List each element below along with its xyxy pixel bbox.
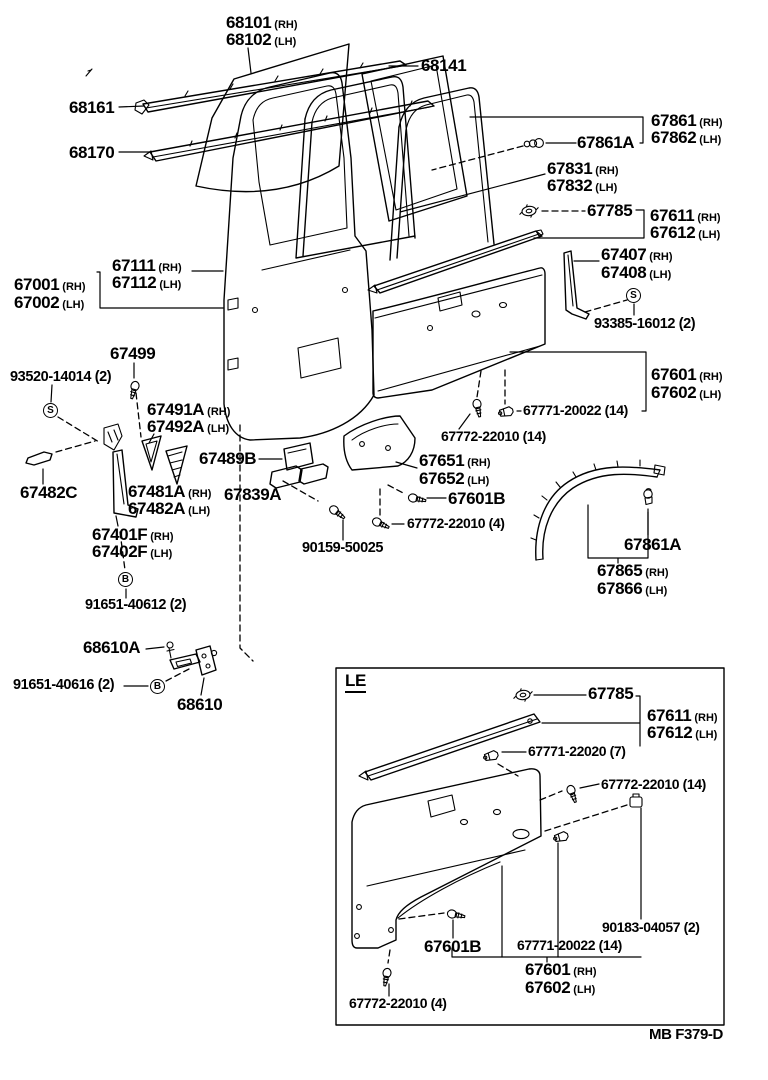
part-label-inset-le [345,672,366,693]
side-suffix: (LH) [207,423,230,435]
part-label-67862-lh [651,129,721,146]
part-label-68161 [69,99,114,116]
part-number: 67601 [525,960,571,979]
side-suffix: (LH) [699,134,722,146]
part-number: 68141 [421,56,467,75]
part-number: 67401F [92,525,148,544]
side-suffix: (LH) [274,36,297,48]
part-label-67861a-bottom [624,536,681,553]
part-number: LE [345,671,366,690]
part-number: 67771-20022 (14) [523,402,628,418]
part-number: 93385-16012 (2) [594,316,696,332]
part-number: 67772-22010 (14) [601,776,706,792]
part-number: 67611 [650,206,695,225]
part-label-67481a-rh [128,483,211,500]
part-number: 67602 [525,978,571,997]
part-label-67772-22010-4-main [407,516,505,530]
side-suffix: (RH) [150,531,174,543]
part-label-67111-rh [112,257,182,274]
part-number: 67481A [128,482,186,501]
part-label-90183-04057 [602,920,700,934]
part-number: 90183-04057 (2) [602,919,700,935]
part-label-67601-rh-main [651,366,723,383]
part-label-67001-rh [14,276,86,293]
side-suffix: (RH) [699,117,723,129]
part-label-67601-rh-inset [525,961,597,978]
part-number: 93520-14014 (2) [10,369,112,385]
part-label-67771-20022-main [523,403,628,417]
part-label-67407-rh [601,246,673,263]
part-label-67839a [224,486,281,503]
side-suffix: (RH) [62,281,86,293]
part-label-67492a-lh [147,418,229,435]
part-number: 68170 [69,143,115,162]
part-number: 67001 [14,275,60,294]
part-label-68141 [421,57,466,74]
part-label-67611-rh-inset [647,707,718,724]
part-label-67831-rh [547,160,619,177]
part-label-67612-lh-inset [647,724,717,741]
part-number: 67785 [587,201,633,220]
side-suffix: (LH) [188,505,211,517]
part-label-67785-main [587,202,632,219]
side-suffix: (RH) [188,488,212,500]
part-number: 67499 [110,344,156,363]
part-number: 67601B [424,937,482,956]
side-suffix: (LH) [695,729,718,741]
part-label-67861-rh [651,112,723,129]
side-suffix: (RH) [573,966,597,978]
side-suffix: (RH) [467,457,491,469]
side-suffix: (RH) [694,712,718,724]
part-number: 67839A [224,485,282,504]
side-suffix: (RH) [274,19,298,31]
side-suffix: (LH) [595,182,618,194]
part-label-67772-22010-14-main [441,429,546,443]
part-number: 67611 [647,706,692,725]
part-number: 67652 [419,469,465,488]
part-label-67601b-main [448,490,505,507]
part-label-67652-lh [419,470,489,487]
part-number: 67862 [651,128,697,147]
part-label-68170 [69,144,114,161]
part-number: 91651-40612 (2) [85,597,187,613]
part-number: 67489B [199,449,257,468]
part-number: 67408 [601,263,647,282]
side-suffix: (RH) [649,251,673,263]
part-label-67601b-inset [424,938,481,955]
part-label-93520-14014 [10,370,111,385]
part-label-90159-50025 [302,541,383,556]
part-number: 67866 [597,579,643,598]
part-number: 67111 [112,256,156,275]
part-label-67772-22010-4-inset [349,996,447,1010]
part-number: 67601B [448,489,506,508]
part-number: 67831 [547,159,593,178]
side-suffix: (RH) [697,212,721,224]
part-label-68101-rh [226,14,298,31]
part-number: 67651 [419,451,465,470]
part-number: 67612 [650,223,696,242]
part-number: 67601 [651,365,697,384]
side-suffix: (RH) [595,165,619,177]
side-suffix: (LH) [62,299,85,311]
part-label-91651-40612 [85,598,186,613]
side-suffix: (RH) [699,371,723,383]
part-label-67866-lh [597,580,667,597]
part-number: 67832 [547,176,593,195]
part-number: 67482A [128,499,186,518]
part-number: 67772-22010 (14) [441,428,546,444]
part-label-67832-lh [547,177,617,194]
part-label-67112-lh [112,274,181,291]
part-label-67402f-lh [92,543,172,560]
part-label-67771-22020 [528,744,626,758]
part-label-67785-inset [588,685,633,702]
side-suffix: (RH) [158,262,182,274]
part-number: 67002 [14,293,60,312]
side-suffix: (LH) [698,229,721,241]
part-number: 67861 [651,111,697,130]
part-number: 67861A [577,133,635,152]
part-label-67482a-lh [128,500,210,517]
part-label-67602-lh-inset [525,979,595,996]
part-number: 90159-50025 [302,540,384,556]
part-number: 67112 [112,273,157,292]
part-number: 67602 [651,383,697,402]
circled-letter-marker-b-bottom: B [150,679,165,694]
part-number: MB F379-D [649,1026,723,1043]
part-label-67002-lh [14,294,84,311]
part-label-67612-lh-main [650,224,720,241]
part-number: 68610A [83,638,141,657]
part-label-67491a-rh [147,401,230,418]
part-label-91651-40616 [13,678,114,693]
part-label-67865-rh [597,562,669,579]
side-suffix: (LH) [699,389,722,401]
part-label-footer-code [649,1027,723,1042]
side-suffix: (LH) [573,984,596,996]
part-label-67408-lh [601,264,671,281]
part-number: 67772-22010 (4) [407,515,505,531]
part-number: 67612 [647,723,693,742]
side-suffix: (LH) [649,269,672,281]
side-suffix: (RH) [645,567,669,579]
side-suffix: (LH) [159,279,182,291]
part-number: 67771-22020 (7) [528,743,626,759]
part-number: 67785 [588,684,634,703]
part-label-93385-16012 [594,317,695,332]
part-label-67771-20022-inset [517,938,622,952]
part-number: 67771-20022 (14) [517,937,622,953]
part-number: 67407 [601,245,647,264]
part-number: 67402F [92,542,148,561]
part-label-67602-lh-main [651,384,721,401]
circled-letter-marker-b-mid: B [118,572,133,587]
part-number: 67772-22010 (4) [349,995,447,1011]
side-suffix: (LH) [645,585,668,597]
part-number: 68610 [177,695,223,714]
side-suffix: (LH) [467,475,490,487]
part-label-67499 [110,345,155,362]
part-label-67861a-top [577,134,634,151]
part-label-68610 [177,696,222,713]
part-number: 67492A [147,417,205,436]
part-number: 67865 [597,561,643,580]
part-label-68102-lh [226,31,296,48]
part-number: 68102 [226,30,272,49]
part-number: 68101 [226,13,272,32]
side-suffix: (RH) [207,406,231,418]
part-label-67772-22010-14-inset [601,777,706,791]
circled-letter-marker-s-top: S [626,288,641,303]
part-label-67489b [199,450,256,467]
part-label-68610a [83,639,140,656]
part-number: 67491A [147,400,205,419]
part-label-67401f-rh [92,526,173,543]
part-label-67651-rh [419,452,491,469]
part-label-67482c [20,484,77,501]
part-number: 91651-40616 (2) [13,677,115,693]
side-suffix: (LH) [150,548,173,560]
part-number: 68161 [69,98,115,117]
part-label-67611-rh-main [650,207,721,224]
part-number: 67482C [20,483,78,502]
part-number: 67861A [624,535,682,554]
circled-letter-marker-s-left: S [43,403,58,418]
